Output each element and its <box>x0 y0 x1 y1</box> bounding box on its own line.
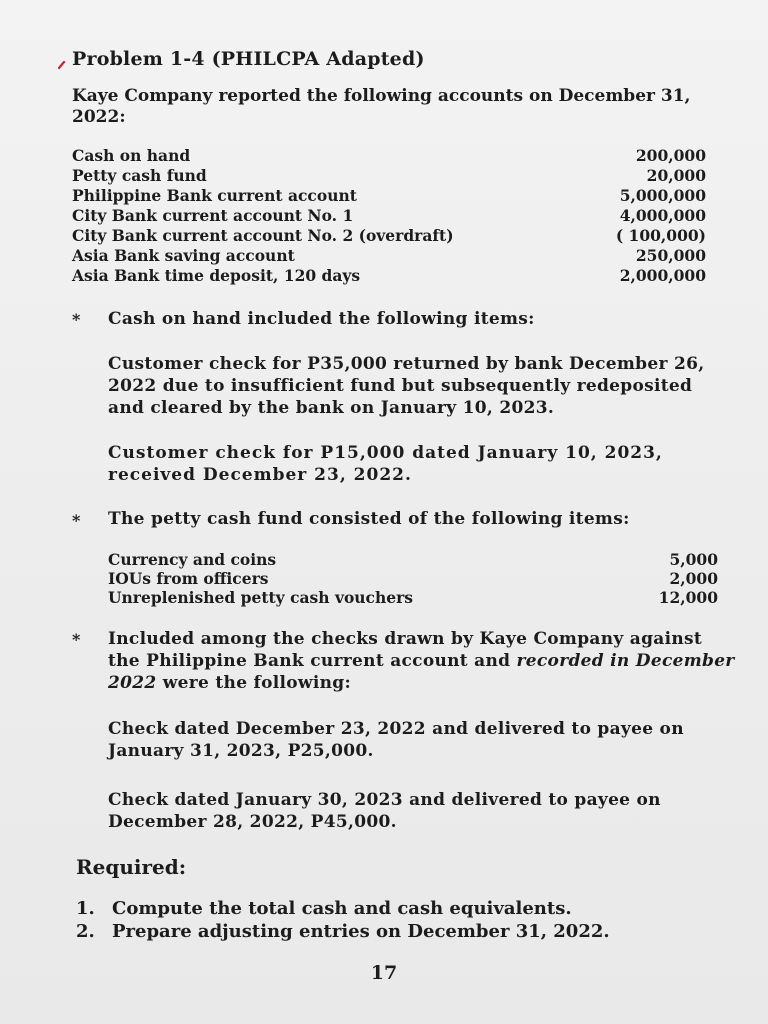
petty-cash-row <box>108 570 718 588</box>
checks-heading-text: Included among the checks drawn by Kaye Company against the Philippine Bank current account and <box>108 629 703 671</box>
petty-cash-label: Unreplenished petty cash vouchers <box>108 588 414 607</box>
required-list <box>76 897 716 943</box>
account-label: Philippine Bank current account <box>72 186 357 205</box>
account-amount: 200,000 <box>635 146 706 165</box>
account-label: Cash on hand <box>72 146 191 165</box>
problem-title: Problem 1-4 (PHILCPA Adapted) <box>72 48 425 70</box>
petty-cash-row <box>108 588 718 608</box>
checks-heading <box>108 628 738 694</box>
checks-heading-text: were the following: <box>156 673 352 693</box>
petty-cash-row <box>108 550 718 570</box>
account-row <box>72 186 706 206</box>
petty-cash-amount: 12,000 <box>658 588 718 607</box>
required-item-number: 2. <box>76 921 95 942</box>
accounts-table <box>72 146 706 286</box>
page-number: 17 <box>370 962 398 984</box>
cash-on-hand-item-1: Customer check for P35,000 returned by bank December 26, 2022 due to insufficient fund but subsequently redeposited and cleared by the bank on January 10, 2023. <box>108 354 705 418</box>
account-amount: 20,000 <box>646 166 706 185</box>
bullet-asterisk: * <box>72 511 81 530</box>
petty-cash-label: IOUs from officers <box>108 569 269 588</box>
required-item-number: 1. <box>76 898 95 919</box>
account-amount: 2,000,000 <box>619 266 706 285</box>
required-item <box>76 920 716 943</box>
account-label: Asia Bank time deposit, 120 days <box>72 266 361 285</box>
required-item <box>76 897 716 920</box>
bullet-asterisk: * <box>72 630 81 649</box>
checks-heading-italic: recorded in December 2022 <box>108 651 735 693</box>
account-label: City Bank current account No. 1 <box>72 206 354 225</box>
required-heading: Required: <box>76 855 187 879</box>
account-row <box>72 166 706 186</box>
petty-cash-table <box>108 550 718 608</box>
account-amount: 5,000,000 <box>619 186 706 205</box>
required-item-text: Compute the total cash and cash equivalents. <box>112 898 572 919</box>
petty-cash-heading: The petty cash fund consisted of the following items: <box>108 509 630 529</box>
account-amount: 250,000 <box>635 246 706 265</box>
bullet-asterisk: * <box>72 310 81 329</box>
petty-cash-label: Currency and coins <box>108 550 277 569</box>
account-row <box>72 226 706 246</box>
account-row <box>72 146 706 166</box>
account-amount: ( 100,000) <box>615 226 706 245</box>
cash-on-hand-heading: Cash on hand included the following items: <box>108 309 535 329</box>
petty-cash-amount: 5,000 <box>669 550 718 569</box>
required-item-text: Prepare adjusting entries on December 31, 2022. <box>112 921 610 942</box>
checks-item-2: Check dated January 30, 2023 and delivered to payee on December 28, 2022, P45,000. <box>108 790 661 832</box>
account-label: City Bank current account No. 2 (overdraft) <box>72 226 454 245</box>
account-label: Petty cash fund <box>72 166 207 185</box>
account-label: Asia Bank saving account <box>72 246 295 265</box>
account-row <box>72 266 706 286</box>
problem-intro: Kaye Company reported the following accounts on December 31, 2022: <box>72 86 691 127</box>
petty-cash-amount: 2,000 <box>669 569 718 588</box>
cash-on-hand-item-2: Customer check for P15,000 dated January 10, 2023, received December 23, 2022. <box>108 443 663 485</box>
account-row <box>72 206 706 226</box>
account-amount: 4,000,000 <box>619 206 706 225</box>
checks-item-1: Check dated December 23, 2022 and delivered to payee on January 31, 2023, P25,000. <box>108 719 684 761</box>
account-row <box>72 246 706 266</box>
